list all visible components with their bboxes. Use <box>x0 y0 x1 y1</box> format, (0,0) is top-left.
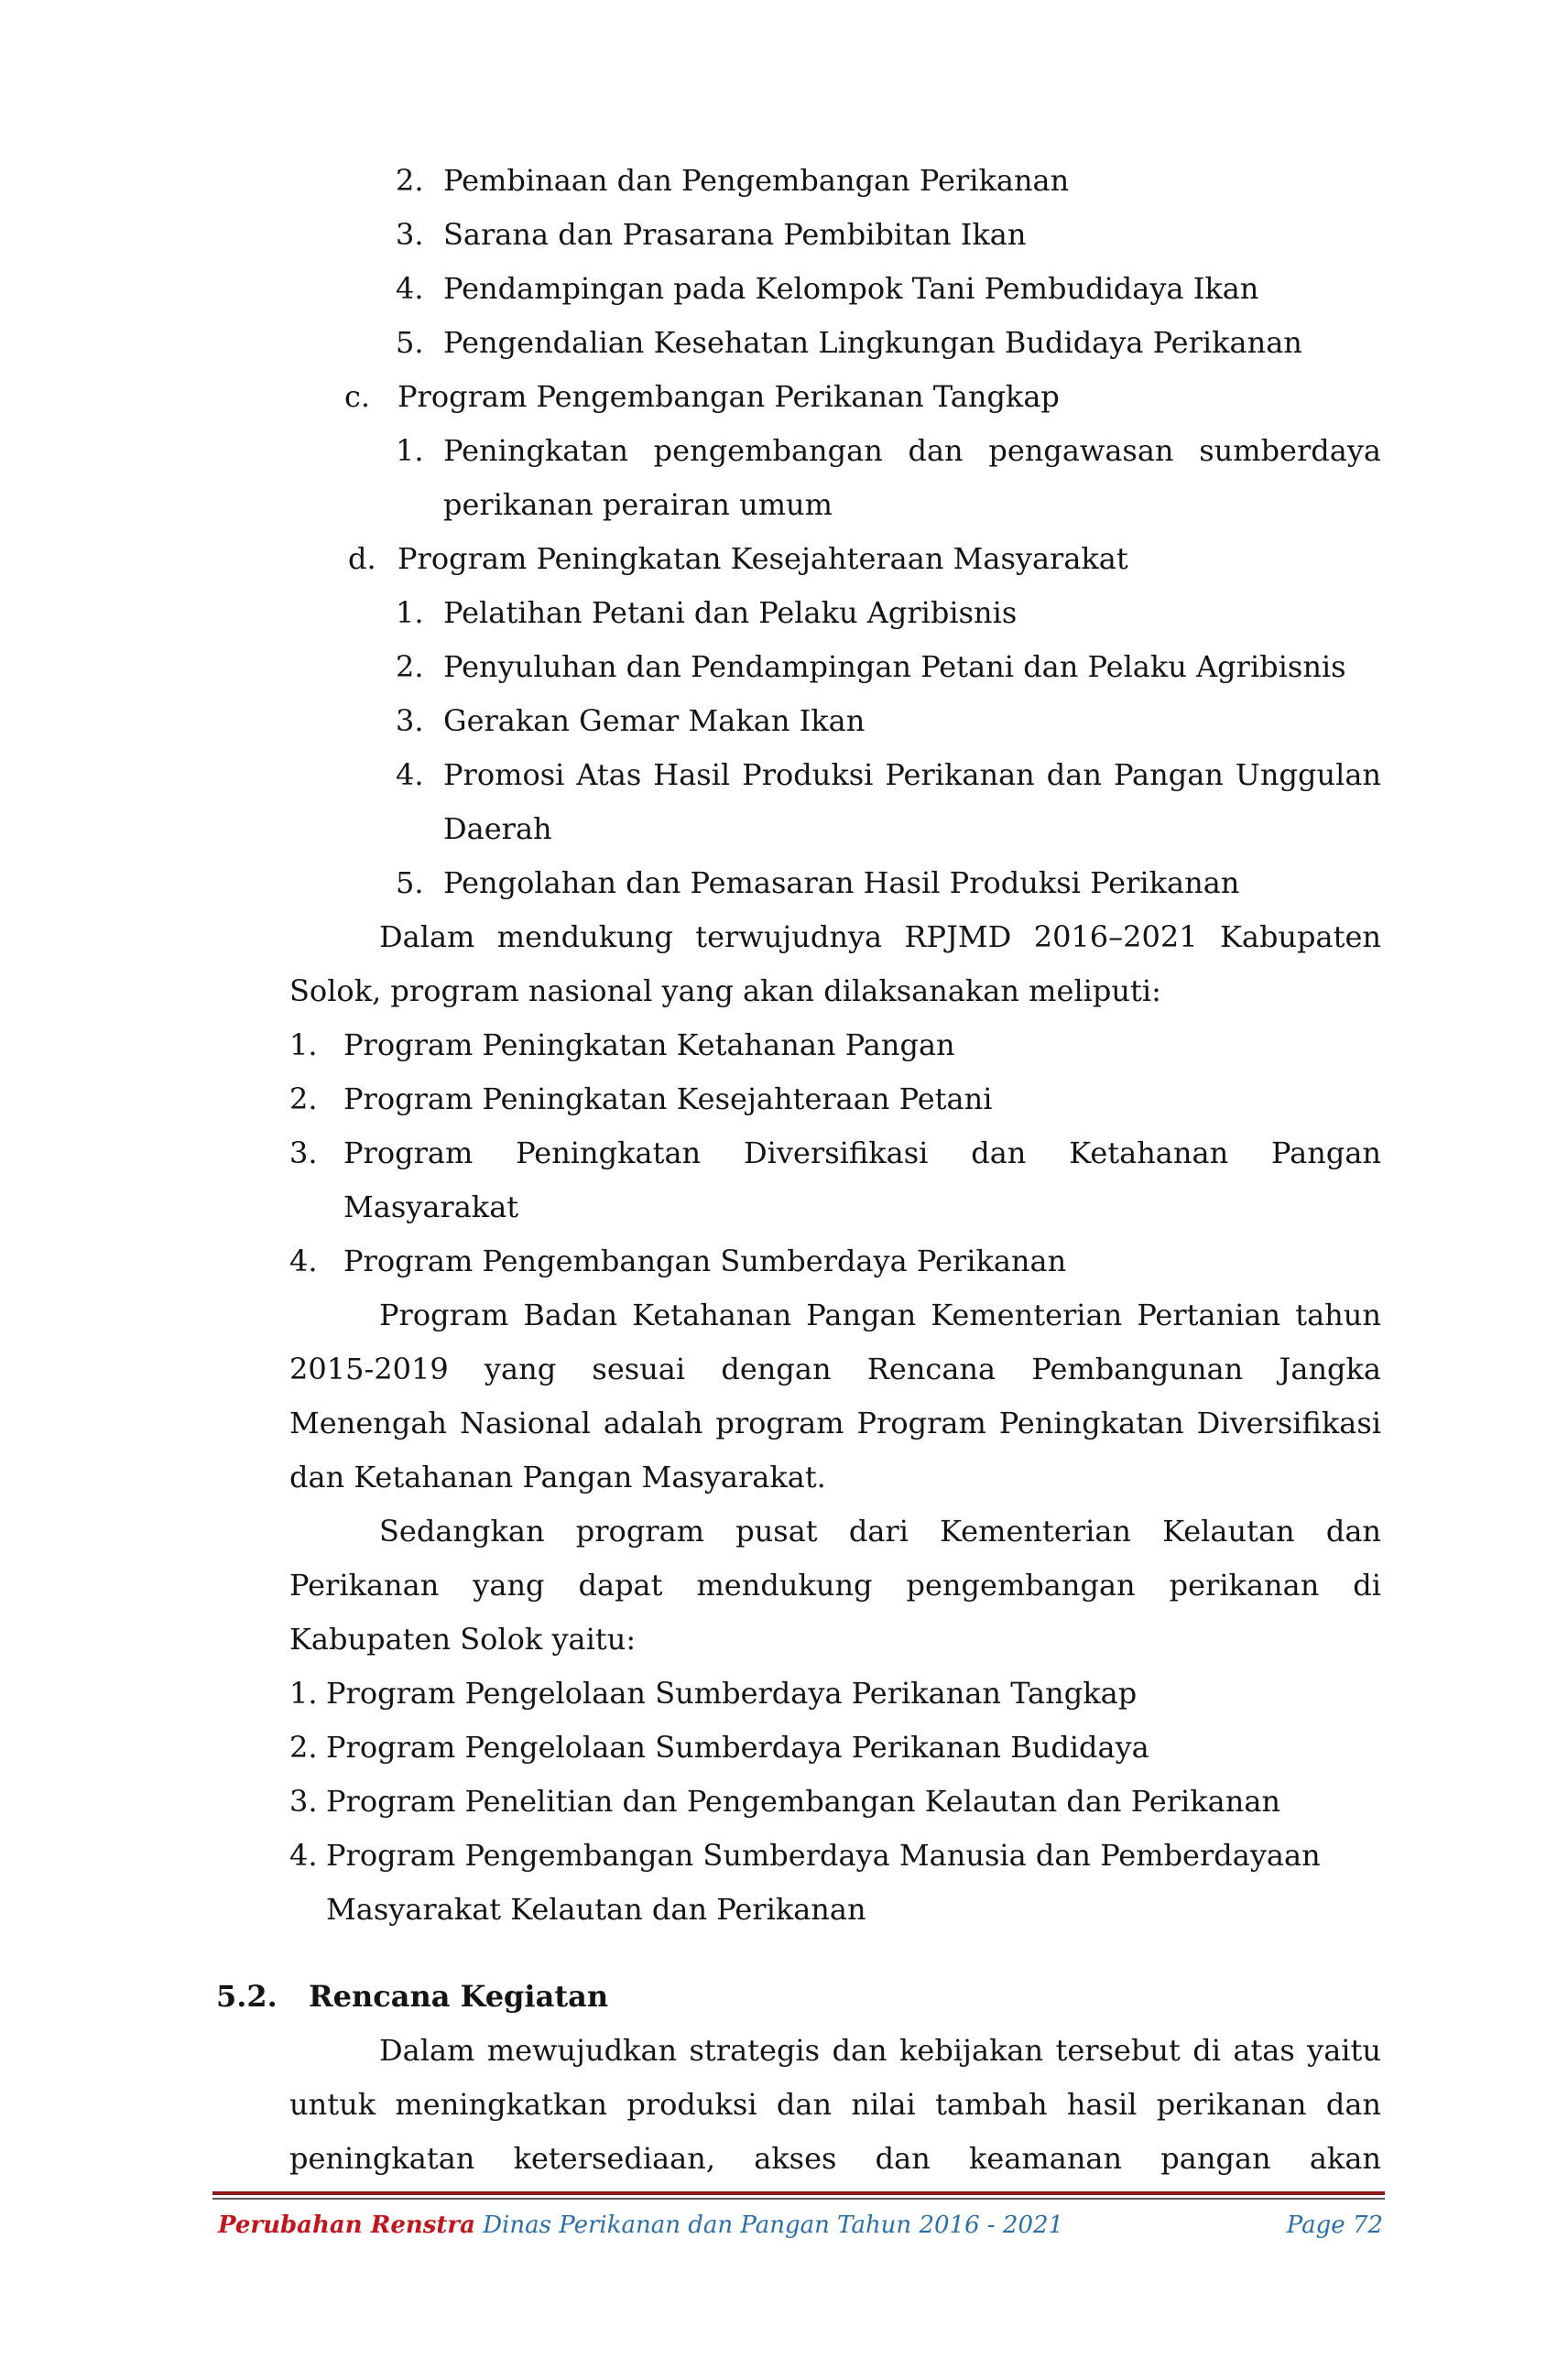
list-item <box>396 268 1258 309</box>
list-number: 3. <box>396 217 424 252</box>
list-number: 1. <box>396 433 424 468</box>
program-heading <box>344 376 1060 417</box>
list-number: 3. <box>289 1784 318 1819</box>
list-item <box>396 214 1026 255</box>
list-number: 2. <box>396 649 424 684</box>
page-number: Page 72 <box>1286 2212 1383 2239</box>
paragraph-line: Dalam mendukung terwujudnya RPJMD 2016–2021 Kabupaten <box>379 919 1381 954</box>
list-text: Promosi Atas Hasil Produksi Perikanan dan Pangan Unggulan <box>443 757 1381 792</box>
paragraph-line: untuk meningkatkan produksi dan nilai tambah hasil perikanan dan <box>289 2087 1381 2122</box>
list-item <box>289 1781 1280 1821</box>
list-item-continuation: Masyarakat <box>343 1190 519 1224</box>
section-number: 5.2. <box>216 1979 278 2014</box>
list-number: 1. <box>396 595 424 630</box>
list-number: 3. <box>289 1136 318 1170</box>
list-item <box>289 1241 1066 1281</box>
list-item <box>396 430 1381 471</box>
list-number: 4. <box>396 757 424 792</box>
list-number: 2. <box>396 163 424 198</box>
list-item-continuation: perikanan perairan umum <box>443 487 833 522</box>
list-text: Peningkatan pengembangan dan pengawasan sumberdaya <box>443 433 1381 468</box>
paragraph-line: Sedangkan program pusat dari Kementerian Kelautan dan <box>379 1514 1381 1549</box>
list-item <box>396 160 1069 201</box>
list-text: Sarana dan Prasarana Pembibitan Ikan <box>443 217 1027 252</box>
list-text: Pengolahan dan Pemasaran Hasil Produksi Perikanan <box>443 865 1240 900</box>
list-text: Program Peningkatan Kesejahteraan Petani <box>343 1081 993 1116</box>
list-item <box>396 863 1239 903</box>
paragraph-line: dan Ketahanan Pangan Masyarakat. <box>289 1460 826 1494</box>
list-text: Program Pengembangan Perikanan Tangkap <box>397 379 1060 414</box>
list-text: Program Peningkatan Kesejahteraan Masyarakat <box>397 541 1128 576</box>
list-number: 2. <box>289 1081 318 1116</box>
list-number: 3. <box>396 703 424 738</box>
footer-title <box>218 2207 1063 2244</box>
list-number: 5. <box>396 865 424 900</box>
list-item <box>289 1835 1321 1875</box>
footer-rule <box>212 2191 1385 2195</box>
list-item <box>396 592 1017 633</box>
list-text: Program Penelitian dan Pengembangan Kelautan dan Perikanan <box>326 1784 1281 1819</box>
list-text: Program Pengembangan Sumberdaya Perikanan <box>343 1244 1067 1278</box>
list-text: Pendampingan pada Kelompok Tani Pembudidaya Ikan <box>443 271 1259 306</box>
footer-subtitle: Dinas Perikanan dan Pangan Tahun 2016 - 2021 <box>483 2212 1064 2239</box>
list-text: Pelatihan Petani dan Pelaku Agribisnis <box>443 595 1018 630</box>
paragraph-line: Perikanan yang dapat mendukung pengembangan perikanan di <box>289 1568 1381 1603</box>
list-letter: d. <box>348 541 376 576</box>
section-heading <box>216 1976 608 2016</box>
list-item <box>289 1133 1381 1173</box>
list-item <box>396 647 1346 687</box>
list-text: Program Pengembangan Sumberdaya Manusia dan Pemberdayaan <box>326 1838 1321 1873</box>
list-item <box>289 1079 992 1119</box>
list-text: Gerakan Gemar Makan Ikan <box>443 703 866 738</box>
paragraph-line: Dalam mewujudkan strategis dan kebijakan tersebut di atas yaitu <box>379 2033 1381 2068</box>
paragraph-line: peningkatan ketersediaan, akses dan keamanan pangan akan <box>289 2141 1381 2176</box>
list-item-continuation: Daerah <box>443 811 552 846</box>
paragraph-line: Kabupaten Solok yaitu: <box>289 1622 637 1657</box>
list-text: Pembinaan dan Pengembangan Perikanan <box>443 163 1070 198</box>
list-item <box>396 322 1302 363</box>
list-number: 1. <box>289 1027 318 1062</box>
list-letter: c. <box>344 379 371 414</box>
list-text: Program Pengelolaan Sumberdaya Perikanan Budidaya <box>326 1730 1149 1765</box>
list-number: 1. <box>289 1676 318 1711</box>
list-item <box>289 1025 955 1065</box>
list-item <box>396 701 865 741</box>
paragraph-line: Menengah Nasional adalah program Program Peningkatan Diversifikasi <box>289 1406 1381 1440</box>
paragraph-line: Program Badan Ketahanan Pangan Kementerian Pertanian tahun <box>379 1298 1381 1332</box>
list-number: 4. <box>289 1838 318 1873</box>
list-item <box>396 755 1381 795</box>
footer-brand: Perubahan Renstra <box>218 2212 475 2239</box>
list-number: 4. <box>396 271 424 306</box>
list-text: Penyuluhan dan Pendampingan Petani dan Pelaku Agribisnis <box>443 649 1346 684</box>
list-number: 2. <box>289 1730 318 1765</box>
list-number: 4. <box>289 1244 318 1278</box>
paragraph-line: 2015-2019 yang sesuai dengan Rencana Pembangunan Jangka <box>289 1352 1381 1386</box>
list-text: Program Peningkatan Diversifikasi dan Ketahanan Pangan <box>343 1136 1381 1170</box>
list-item-continuation: Masyarakat Kelautan dan Perikanan <box>326 1892 866 1927</box>
section-title: Rencana Kegiatan <box>309 1979 609 2014</box>
footer-rule-thin <box>212 2198 1385 2200</box>
list-item <box>289 1727 1149 1767</box>
program-heading <box>348 538 1128 579</box>
list-text: Pengendalian Kesehatan Lingkungan Budidaya Perikanan <box>443 325 1302 360</box>
list-number: 5. <box>396 325 424 360</box>
list-item <box>289 1673 1137 1713</box>
list-text: Program Pengelolaan Sumberdaya Perikanan Tangkap <box>326 1676 1138 1711</box>
list-text: Program Peningkatan Ketahanan Pangan <box>343 1027 955 1062</box>
paragraph-line: Solok, program nasional yang akan dilaksanakan meliputi: <box>289 973 1161 1008</box>
